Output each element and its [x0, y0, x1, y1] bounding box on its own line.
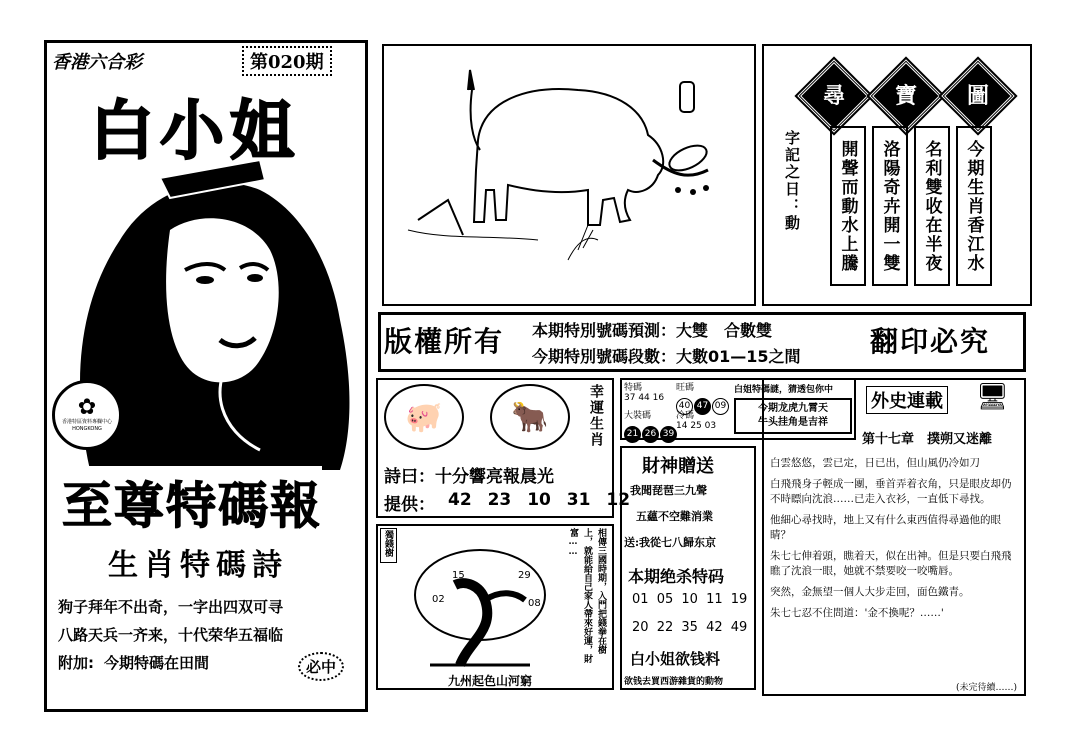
emblem-seal [52, 380, 122, 450]
diamond-xun: 尋 [797, 59, 871, 133]
pig-icon: 🐖 [384, 384, 464, 450]
clue-column-3: 洛陽奇卉開一雙 [872, 126, 908, 286]
tree-caption: 九州起色山河窮 [448, 674, 533, 688]
lucky-number: 31 [566, 490, 591, 510]
clue-column-1: 今期生肖香江水 [956, 126, 992, 286]
clue-column-2: 名利雙收在半夜 [914, 126, 950, 286]
code-group-1: 特碼 37 44 16 [624, 383, 665, 403]
story-paragraph: 他細心尋找時，地上又有什么東西值得尋過他的眼睛？ [770, 514, 1001, 541]
story-footer: (未完待續……) [956, 683, 1018, 693]
diamond-tu: 圖 [941, 59, 1015, 133]
lucky-number: 12 [606, 490, 631, 510]
hit-stamp: 必中 [298, 652, 344, 681]
story-title: 外史連載 [866, 386, 948, 414]
issue-number: 第020期 [242, 46, 332, 76]
poem-title: 生肖特碼詩 [108, 548, 288, 583]
bottom-line: 欲钱去買西游雜貨的動物 [624, 677, 724, 687]
kill-row-2: 20 22 35 42 49 [632, 620, 748, 635]
tree-num-2: 29 [518, 570, 531, 581]
code-group-2: 旺碼 40 47 09 [676, 380, 730, 415]
story-body [770, 456, 1018, 627]
clue-column-4: 開聲而動水上騰 [830, 126, 866, 286]
banner-line-1: 本期特別號碼預測：大雙 合數雙 [532, 321, 773, 340]
lucky-poem: 詩曰：十分響亮報晨光 [384, 467, 554, 487]
story-chapter: 第十七章 撲朔又迷離 [862, 432, 993, 447]
kill-title: 本期绝杀特码 [628, 567, 725, 586]
tree-num-4: 08 [528, 598, 541, 609]
poem-line-1: 狗子拜年不出奇，一字出四双可寻 [58, 598, 284, 616]
lucky-numbers [448, 490, 630, 510]
diamond-bao: 寶 [869, 59, 943, 133]
elephant-illustration [388, 50, 750, 300]
wealth-line-1: 我聞琵琶三九聲 [630, 484, 707, 497]
bauhinia-icon: ✿ [77, 395, 97, 420]
story-paragraph: 突然，金無望一個人大步走回，面色鐵青。 [770, 586, 970, 598]
tree-num-1: 15 [452, 570, 465, 581]
wealth-line-2: 五蘊不空難消業 [636, 510, 713, 523]
wealth-line-3: 送:我從七八歸东京 [624, 536, 717, 549]
poem-line-2: 八路天兵一齐来，十代荣华五福临 [58, 626, 284, 644]
story-paragraph: 朱七七忍不住問道：'金不換呢？……' [770, 607, 944, 619]
lucky-number: 42 [448, 490, 472, 510]
ox-icon: 🐂 [490, 384, 570, 450]
lucky-number: 23 [487, 490, 512, 510]
story-paragraph: 朱七七伸着頭，瞧着天，似在出神。但是只要白飛飛瞧了沈浪一眼，她就不禁要咬一咬嘴唇。 [770, 550, 1012, 577]
banner-left: 版權所有 [384, 325, 505, 358]
banner-right: 翻印必究 [870, 325, 991, 358]
big-title: 至尊特碼報 [62, 466, 322, 538]
lucky-label: 幸運生肖 [588, 384, 604, 448]
banner-line-2: 今期特別號碼段數：大數01—15之間 [532, 347, 801, 366]
word-clue: 字記之日：動 [783, 130, 801, 232]
tree-vertical-text: 相傳三國時期，入門把錢拳在樹上，就能給自己家人帶來好運，財富…… [568, 528, 606, 663]
emblem-text: 香港特區資料專欄中心 HONGKONG [61, 419, 112, 432]
provide-label: 提供： [384, 495, 435, 515]
extra-label: 附加: [58, 654, 94, 672]
codes-note: 白姐特碼謎，猜透包你中 [734, 385, 834, 395]
tree-side-label: 獨錢樹 [380, 528, 397, 563]
bottom-title: 白小姐欲钱料 [630, 650, 721, 668]
kill-row-1: 01 05 10 11 19 [632, 592, 748, 607]
main-title: 白小姐 [90, 94, 300, 169]
wealth-title: 財神贈送 [642, 456, 714, 477]
story-paragraph: 白雲悠悠，雲已定，日已出，但山風仍冷如刀 [770, 457, 980, 469]
extra-text: 今期特碼在田間 [104, 654, 210, 672]
tree-num-3: 02 [432, 594, 445, 605]
codes-slogan: 今期龙虎九霄天 牛头挂角是吉祥 [734, 398, 852, 434]
computer-icon: 🖥 [976, 382, 1010, 412]
code-group-4: 冷碼 14 25 03 [676, 411, 717, 431]
brand-name: 香港六合彩 [52, 52, 142, 73]
story-paragraph: 白飛飛身子輕成一團，垂首弄着衣角，只是眼皮却仍不時瞟向沈浪……已走入衣衫，一直低下尋找。 [770, 478, 1012, 505]
code-group-3: 大裝碼 21 26 39 [624, 408, 678, 443]
lucky-number: 10 [527, 490, 551, 510]
